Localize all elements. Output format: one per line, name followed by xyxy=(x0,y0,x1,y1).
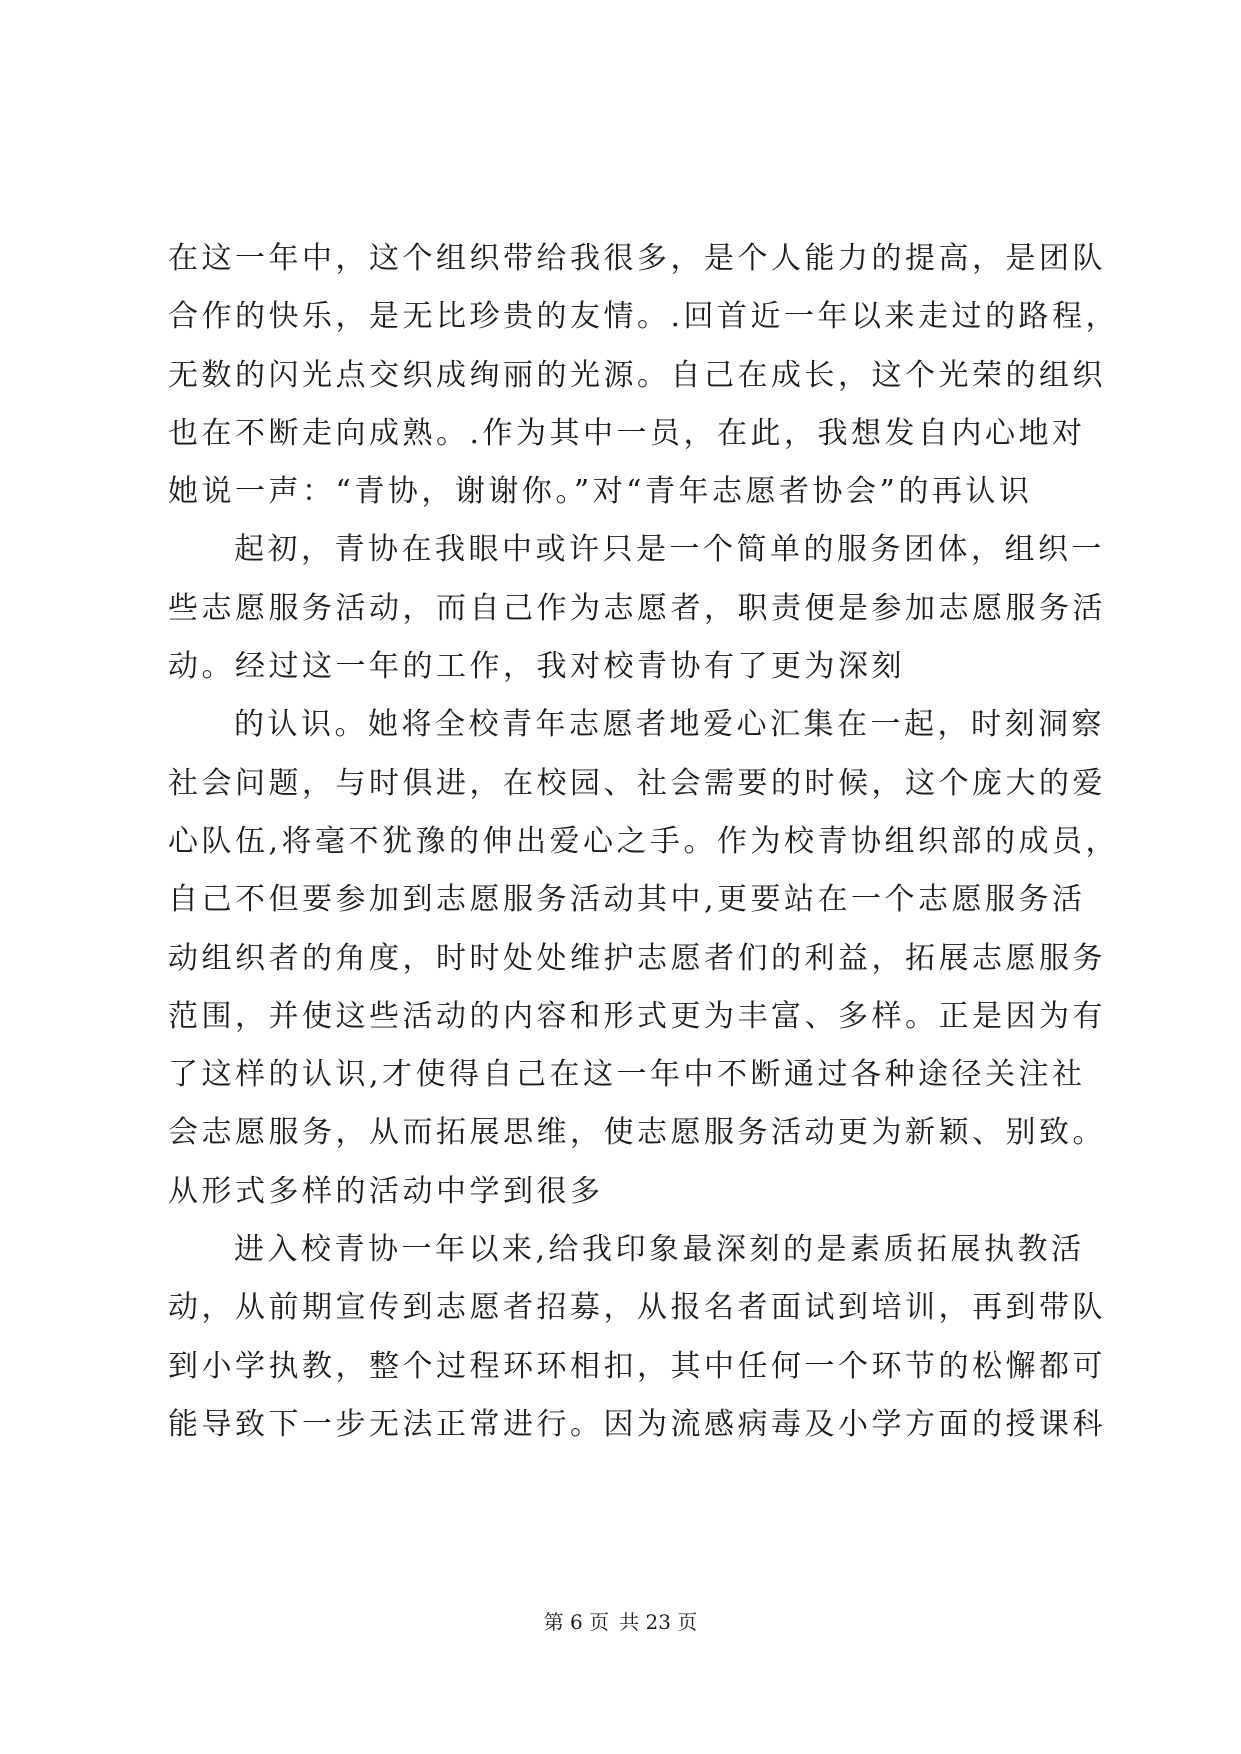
page-total: 共 23 页 xyxy=(619,1610,698,1634)
page-footer xyxy=(0,1606,1241,1635)
text-line: 动，从前期宣传到志愿者招募，从报名者面试到培训，再到带队 xyxy=(168,1290,1106,1326)
paragraph-start-line: 的认识。她将全校青年志愿者地爱心汇集在一起，时刻洞察 xyxy=(234,707,1105,743)
text-line: 范围，并使这些活动的内容和形式更为丰富、多样。正是因为有 xyxy=(168,998,1106,1034)
paragraph-start-line: 进入校青协一年以来,给我印象最深刻的是素质拓展执教活 xyxy=(234,1232,1085,1268)
page-number: 第 6 页 xyxy=(543,1610,610,1634)
text-line: 些志愿服务活动，而自己作为志愿者，职责便是参加志愿服务活 xyxy=(168,590,1106,626)
text-line: 了这样的认识,才使得自己在这一年中不断通过各种途径关注社 xyxy=(168,1057,1086,1093)
text-line: 到小学执教，整个过程环环相扣，其中任何一个环节的松懈都可 xyxy=(168,1348,1106,1384)
text-line: 动组织者的角度，时时处处维护志愿者们的利益，拓展志愿服务 xyxy=(168,940,1106,976)
section-heading-line: 从形式多样的活动中学到很多 xyxy=(168,1173,604,1209)
text-line: 无数的闪光点交织成绚丽的光源。自己在成长，这个光荣的组织 xyxy=(168,357,1106,393)
body-text xyxy=(168,230,1120,1454)
text-line: 心队伍,将毫不犹豫的伸出爱心之手。作为校青协组织部的成员， xyxy=(168,823,1120,859)
text-line: 动。经过这一年的工作，我对校青协有了更为深刻 xyxy=(168,649,905,685)
text-line: 在这一年中，这个组织带给我很多，是个人能力的提高，是团队 xyxy=(168,241,1106,276)
text-line: 能导致下一步无法正常进行。因为流感病毒及小学方面的授课科 xyxy=(168,1406,1106,1442)
paragraph-start-line: 起初，青协在我眼中或许只是一个简单的服务团体，组织一 xyxy=(234,532,1105,568)
text-line: 她说一声：“青协，谢谢你。”对“青年志愿者协会”的再认识 xyxy=(168,474,1033,510)
text-line: 社会问题，与时俱进，在校园、社会需要的时候，这个庞大的爱 xyxy=(168,765,1106,801)
text-line: 会志愿服务，从而拓展思维，使志愿服务活动更为新颖、别致。 xyxy=(168,1115,1106,1151)
text-line: 合作的快乐，是无比珍贵的友情。.回首近一年以来走过的路程， xyxy=(168,299,1120,335)
text-line: 自己不但要参加到志愿服务活动其中,更要站在一个志愿服务活 xyxy=(168,882,1086,918)
text-line: 也在不断走向成熟。.作为其中一员，在此，我想发自内心地对 xyxy=(168,415,1086,451)
